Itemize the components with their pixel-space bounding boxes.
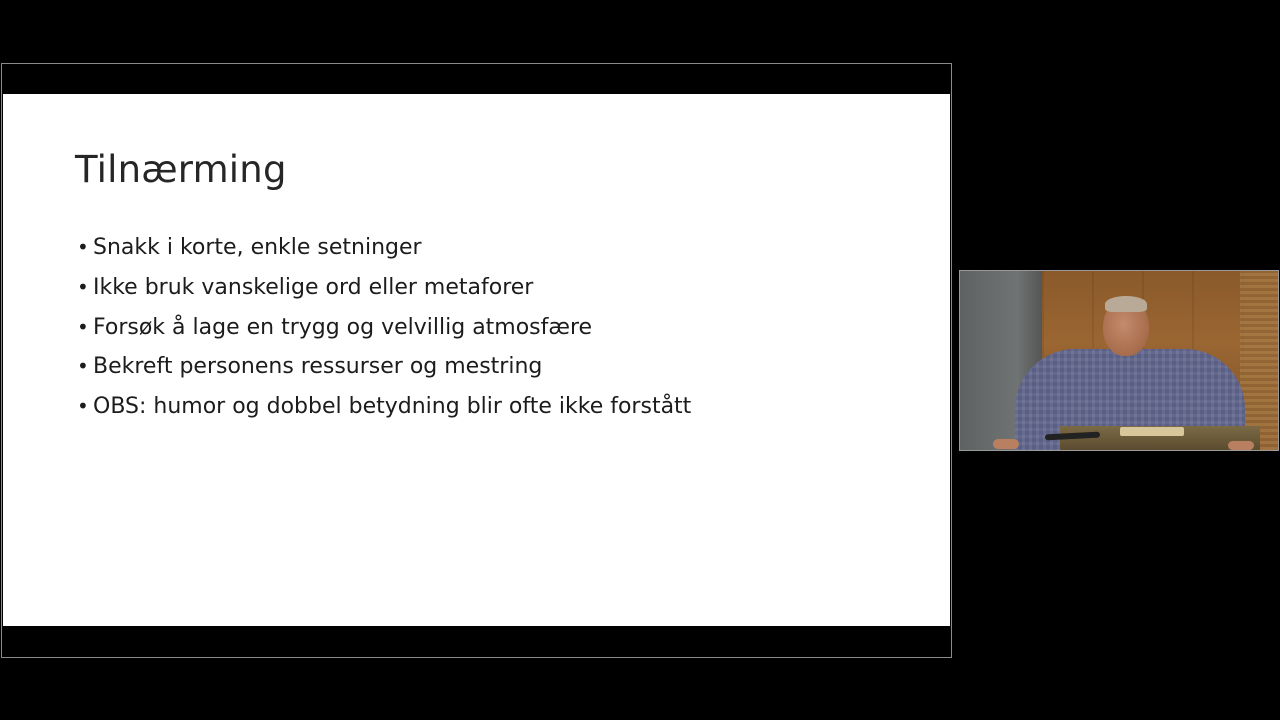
bullet-item (77, 354, 691, 394)
bullet-item (77, 235, 691, 275)
bullet-item (77, 275, 691, 315)
slide-window (1, 63, 952, 658)
bullet-text: OBS: humor og dobbel betydning blir ofte ikke forstått (93, 394, 692, 420)
bullet-icon: • (77, 394, 89, 419)
speaker-hand (993, 439, 1019, 449)
bullet-icon: • (77, 314, 89, 339)
slide-title: Tilnærming (75, 148, 287, 191)
slide-canvas (3, 94, 950, 626)
bullet-item (77, 394, 691, 434)
bullet-text: Ikke bruk vanskelige ord eller metaforer (93, 274, 534, 300)
speaker-hand (1228, 441, 1254, 450)
bullet-item (77, 315, 691, 355)
bullet-icon: • (77, 235, 89, 259)
bullet-icon: • (77, 274, 89, 299)
bullet-icon: • (77, 354, 89, 379)
speaker-hair (1105, 296, 1147, 312)
podium-light (1120, 427, 1184, 436)
bullet-text: Snakk i korte, enkle setninger (93, 235, 422, 260)
speaker-video-thumbnail[interactable] (959, 270, 1279, 451)
bullet-list (77, 235, 691, 434)
bullet-text: Forsøk å lage en trygg og velvillig atmosfære (93, 314, 593, 340)
video-acoustic-panel (1240, 271, 1278, 450)
bullet-text: Bekreft personens ressurser og mestring (93, 354, 543, 380)
